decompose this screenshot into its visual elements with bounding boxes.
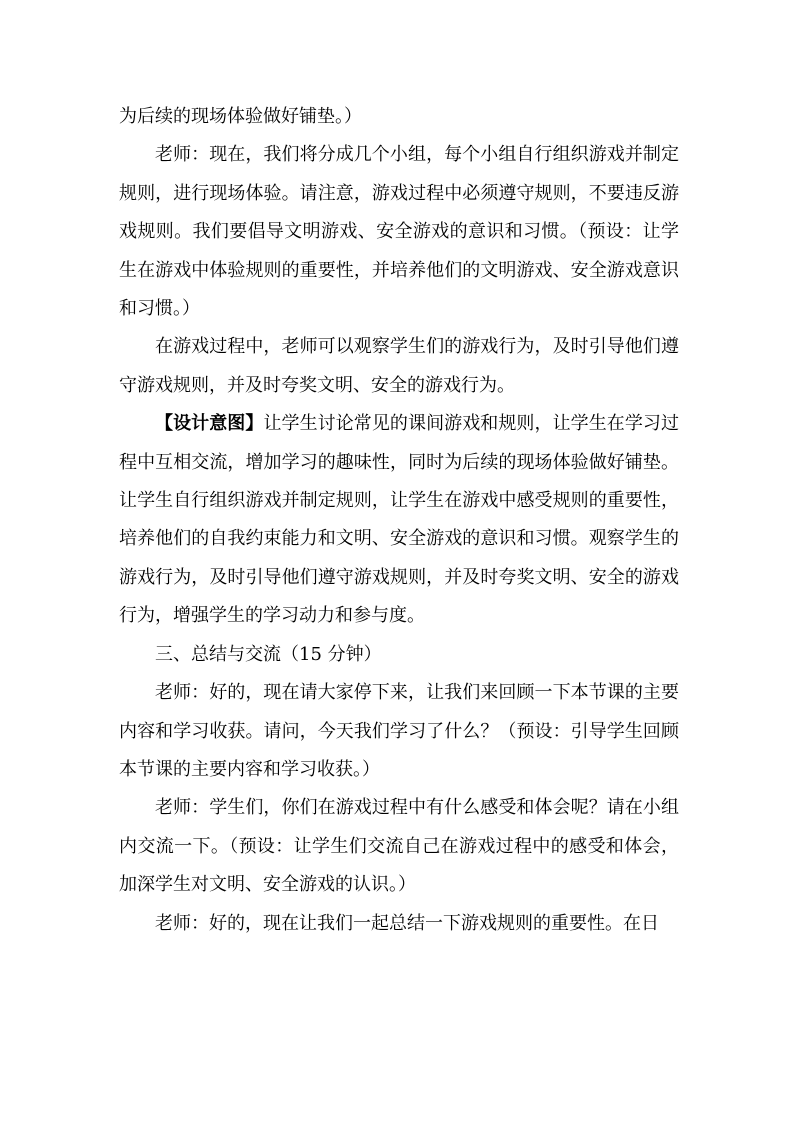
paragraph-continuation: 为后续的现场体验做好铺垫。） <box>119 106 362 127</box>
paragraph-design-intent <box>119 405 679 635</box>
paragraph-share-feelings: 老师：学生们，你们在游戏过程中有什么感受和体会呢？请在小组内交流一下。（预设：让学生们交流自己在游戏过程中的感受和体会，加深学生对文明、安全游戏的认识。） <box>119 797 679 896</box>
paragraph-observe-behavior: 在游戏过程中，老师可以观察学生们的游戏行为，及时引导他们遵守游戏规则，并及时夸奖文明、安全的游戏行为。 <box>119 336 679 396</box>
paragraph-teacher-group-play: 老师：现在，我们将分成几个小组，每个小组自行组织游戏并制定规则，进行现场体验。请注意，游戏过程中必须遵守规则，不要违反游戏规则。我们要倡导文明游戏、安全游戏的意识和习惯。（预设：让学生在游戏中体验规则的重要性，并培养他们的文明游戏、安全游戏意识和习惯。） <box>119 144 679 320</box>
paragraph-review: 老师：好的，现在请大家停下来，让我们来回顾一下本节课的主要内容和学习收获。请问，今天我们学习了什么？（预设：引导学生回顾本节课的主要内容和学习收获。） <box>119 682 679 780</box>
document-body <box>119 98 679 943</box>
design-intent-label: 【设计意图】 <box>155 413 264 435</box>
paragraph-summarize-rules: 老师：好的，现在让我们一起总结一下游戏规则的重要性。在日 <box>155 912 659 934</box>
design-intent-text: 让学生讨论常见的课间游戏和规则，让学生在学习过程中互相交流，增加学习的趣味性，同时为后续的现场体验做好铺垫。让学生自行组织游戏并制定规则，让学生在游戏中感受规则的重要性，培养他们的自我约束能力和文明、安全游戏的意识和习惯。观察学生的游戏行为，及时引导他们遵守游戏规则，并及时夸奖文明、安全的游戏行为，增强学生的学习动力和参与度。 <box>119 413 680 627</box>
section-heading-summary: 三、总结与交流（15 分钟） <box>155 643 382 665</box>
